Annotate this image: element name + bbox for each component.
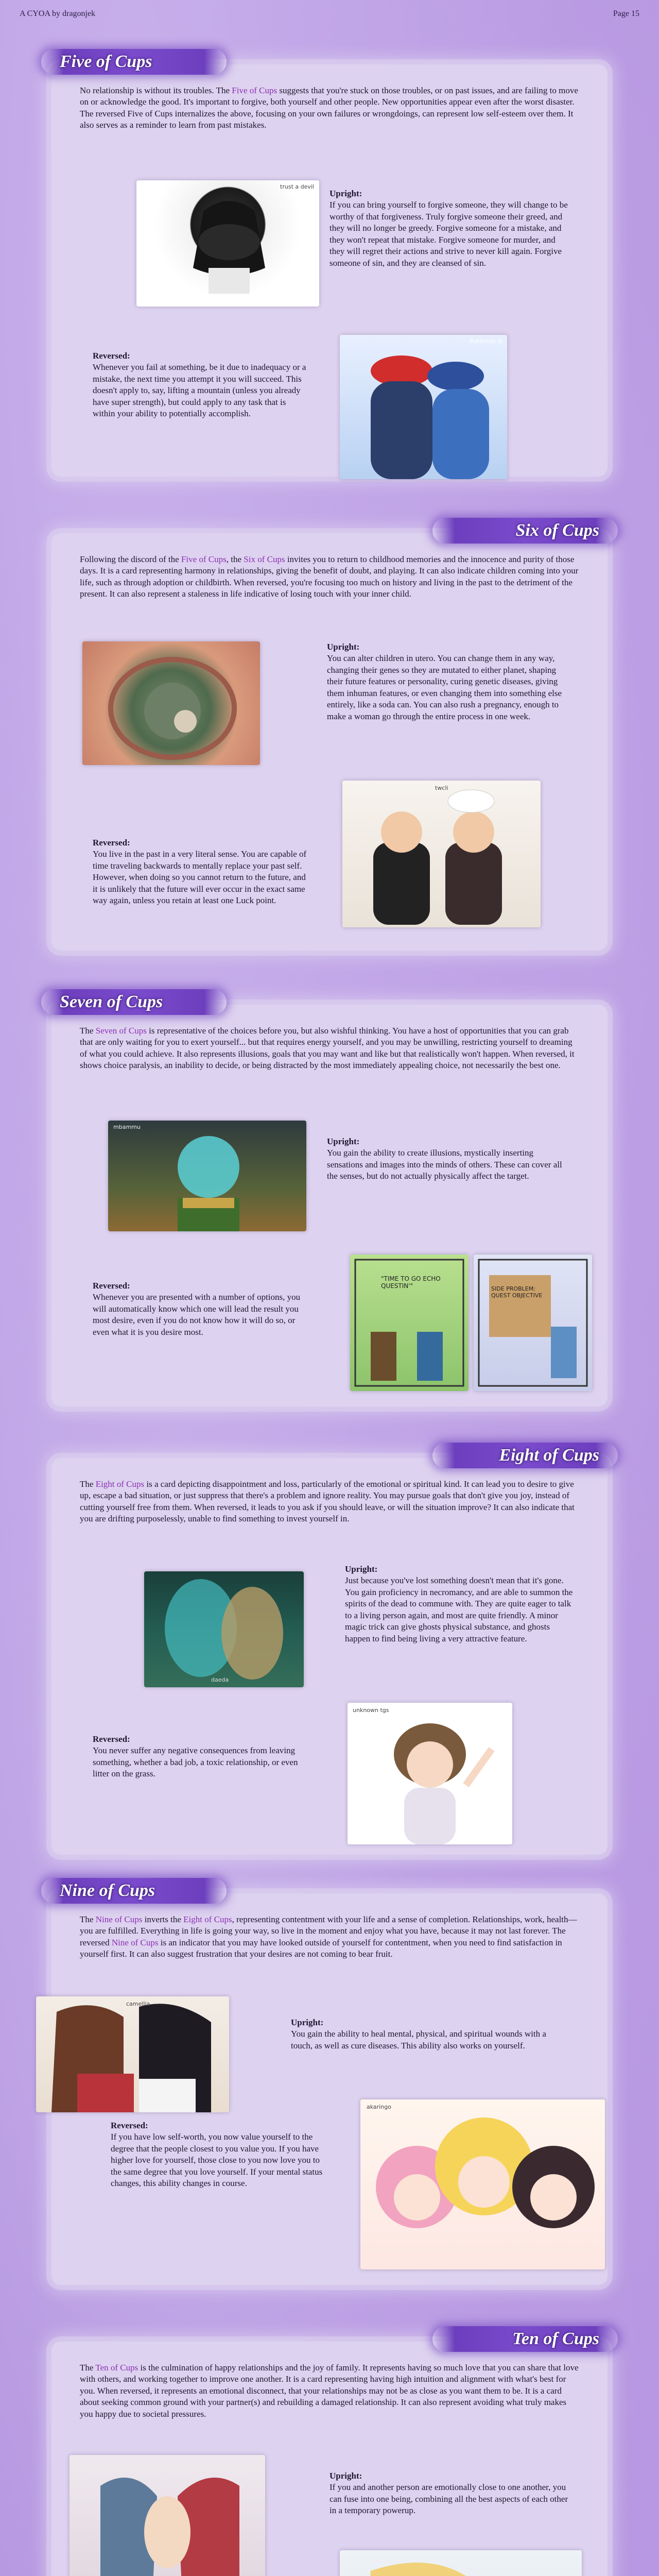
card-name-highlight: Seven of Cups <box>95 1026 147 1036</box>
intro-text: The <box>80 1914 96 1924</box>
art-credit: akaringo <box>367 2104 391 2110</box>
card-illustration <box>136 180 319 307</box>
reversed-description: If you have low self-worth, you now value yourself to the degree that the people closest to you value you. If you have higher love for yourself, those close to you now love you to the same degree that you love yourself. If your mental status changes, this ability changes in course. <box>111 2132 323 2189</box>
card-name-highlight: Six of Cups <box>244 554 285 564</box>
reversed-text <box>111 2120 332 2190</box>
card-illustration <box>144 1571 304 1687</box>
art-credit: Pokémon © <box>470 338 503 345</box>
intro-text: The <box>80 1026 96 1036</box>
art-credit: twcli <box>435 785 448 791</box>
reversed-label: Reversed: <box>93 1734 130 1744</box>
page-header <box>0 0 659 26</box>
upright-text <box>330 188 571 269</box>
three-girls-art <box>360 2099 605 2269</box>
author-credit: A CYOA by dragonjek <box>20 9 96 18</box>
card-illustration <box>70 2455 265 2576</box>
intro-text: is representative of the choices before you, but also wishful thinking. You have a host of opportunities that you can grab that are only waiting for you to exert yourself... but that requires energy yourself, and you may be unwilling, restricting yourself to dreaming of what you could achieve. It also represents illusions, goals that you may want and like but that realistically won't happen. When reversed, it shows choice paralysis, an inability to decide, or being distracted by the most immediately appealing choice, not necessarily the best one. <box>80 1026 575 1071</box>
mysterio-art <box>108 1121 306 1231</box>
waving-girl-art <box>348 1703 512 1844</box>
section-six-of-cups <box>51 521 608 951</box>
blonde-figures-art <box>340 2550 582 2576</box>
upright-description: You can alter children in utero. You can change them in any way, changing their genes so they are mutated to either planet, shaping their future features or personality, curing genetic diseases, giving them inhuman features, or even changing them into something else entirely, like a soda can. You can also rush a pregnancy, enough to make a woman go through the entire process in one week. <box>327 653 562 721</box>
upright-label: Upright: <box>327 1137 360 1146</box>
upright-text <box>327 1136 569 1182</box>
intro-text: suggests that you're stuck on those troubles, or on past issues, and are failing to move on or acknowledge the good. It's important to forgive, both yourself and other people. New opportunities appear even after the worst disaster. The reversed Five of Cups internalizes the above, focusing on your own failures or wrongdoings, can represent low self-esteem over them. It also serves as a reminder to learn from past mistakes. <box>80 86 578 130</box>
section-five-of-cups <box>51 52 608 477</box>
card-illustration <box>348 1703 512 1844</box>
card-illustration <box>360 2099 605 2269</box>
reversed-label: Reversed: <box>93 1281 130 1291</box>
upright-description: If you can bring yourself to forgive someone, they will change to be worthy of that forgiveness. Truly forgive someone their greed, and they will no longer be greedy. Forgive someone for a mistake, and they won't repeat that mistake. Forgive someone for murder, and they will regret their actions and strive to never kill again. Forgive someone of sin, and they are cleansed of sin. <box>330 200 568 268</box>
upright-text <box>327 641 574 722</box>
upright-label: Upright: <box>330 2471 362 2481</box>
intro-text: The <box>80 2363 96 2372</box>
section-intro <box>80 2362 579 2420</box>
card-illustration <box>340 2550 582 2576</box>
section-title: Six of Cups <box>515 521 599 540</box>
card-name-highlight: Ten of Cups <box>95 2363 138 2372</box>
card-illustration <box>36 1996 229 2112</box>
reversed-text <box>93 1734 309 1780</box>
section-title: Ten of Cups <box>512 2329 599 2348</box>
reversed-text <box>93 837 309 907</box>
reversed-description: You live in the past in a very literal sense. You are capable of time traveling backwards to mentally replace your past self. However, when doing so you cannot return to the future, and it is unlikely that the future will ever occur in the exact same way again, unless you retain at least one Luck point. <box>93 849 307 906</box>
reversed-label: Reversed: <box>93 838 130 848</box>
card-illustration <box>108 1121 306 1231</box>
reversed-label: Reversed: <box>93 351 130 361</box>
card-name-highlight: Five of Cups <box>232 86 278 95</box>
reversed-description: You never suffer any negative consequences from leaving something, whether a bad job, a toxic relationship, or even litter on the grass. <box>93 1745 298 1779</box>
upright-text <box>291 2017 548 2052</box>
comic-panel-art <box>474 1255 592 1391</box>
art-credit: trust a devil <box>280 183 314 190</box>
section-title: Seven of Cups <box>60 992 163 1011</box>
section-intro <box>80 1025 579 1072</box>
upright-description: You gain the ability to heal mental, physical, and spiritual wounds with a touch, as well as cure diseases. This ability also works on yourself. <box>291 2029 546 2050</box>
reversed-description: Whenever you fail at something, be it due to inadequacy or a mistake, the next time you attempt it you will succeed. This doesn't apply to, say, lifting a mountain (unless you already have super strength), but could apply to any task that is within your ability to potentially accomplish. <box>93 362 306 419</box>
speech-bubble: "TIME TO GO ECHO QUESTIN'" <box>381 1275 441 1290</box>
section-banner <box>432 1443 618 1468</box>
dark-haired-figure-art <box>136 180 319 307</box>
section-intro <box>80 85 579 131</box>
card-name-highlight: Nine of Cups <box>95 1914 143 1924</box>
intro-text: is the culmination of happy relationships and the joy of family. It represents having so much love that you can share that love with others, and working together to improve one another. It is a card representing having high intuition and alignment with what's best for you. When reversed, it represents an emotional disconnect, that your relationships may not be as close as you want them to be. It is a card about seeking common ground with your partner(s) and rebuilding a damaged relationship. It can also represent avoiding what truly makes you happy due to societal pressures. <box>80 2363 579 2419</box>
art-credit: mbammu <box>113 1124 141 1130</box>
upright-label: Upright: <box>291 2018 324 2027</box>
section-title: Nine of Cups <box>60 1881 155 1900</box>
reversed-text <box>93 1280 309 1338</box>
section-eight-of-cups <box>51 1446 608 1855</box>
intro-text: is a card depicting disappointment and loss, particularly of the emotional or spiritual kind. It can lead you to desire to give up, escape a bad situation, or just suppress that there's a problem and ignore reality. You may pursue goals that don't give you joy, instead of cutting yourself free from them. When reversed, it leads to you ask if you should leave, or will the situation improve? It can also indicate that you are drifting purposelessly, unable to find something to invest yourself in. <box>80 1479 575 1524</box>
intro-text: is an indicator that you may have looked outside of yourself for contentment, when you need to find satisfaction in yourself first. It can also suggest frustration that your desires are not coming to bear fruit. <box>80 1937 562 1959</box>
two-women-art <box>36 1996 229 2112</box>
section-title: Five of Cups <box>60 52 152 71</box>
section-nine-of-cups <box>51 1881 608 2285</box>
section-banner <box>41 989 227 1015</box>
section-title: Eight of Cups <box>499 1446 599 1465</box>
section-intro <box>80 1479 579 1525</box>
two-boys-with-owl-art <box>342 781 541 927</box>
quest-panel-text: SIDE PROBLEM: QUEST OBJECTIVE <box>491 1285 543 1299</box>
upright-label: Upright: <box>345 1564 378 1574</box>
upright-description: Just because you've lost something doesn't mean that it's gone. You gain proficiency in necromancy, and are able to summon the spirits of the dead to commune with. They are quite eager to talk to a living person again, and most are quite friendly. A minor magic trick can give ghosts physical substance, and ghosts happen to find being living a very attractive feature. <box>345 1575 573 1643</box>
section-banner <box>41 49 227 75</box>
section-intro <box>80 554 579 600</box>
section-ten-of-cups <box>51 2329 608 2576</box>
section-banner <box>41 1878 227 1904</box>
card-illustration <box>340 335 507 479</box>
reversed-label: Reversed: <box>111 2121 148 2130</box>
upright-label: Upright: <box>330 189 362 198</box>
art-credit: daeda <box>211 1676 229 1683</box>
womb-illustration-art <box>82 641 260 765</box>
upright-description: You gain the ability to create illusions, mystically inserting sensations and images into the minds of others. These can cover all the senses, but do not actually physically affect the target. <box>327 1148 562 1181</box>
intro-text: invites you to return to childhood memories and the innocence and purity of those days. It is a card representing harmony in relationships, giving the benefit of doubt, and playing. It can also indicate children coming into your life, such as through adoption or childbirth. When reversed, you're focusing too much on history and living in the past to the detriment of the present. It can also represent a staleness in life indicative of losing touch with your inner child. <box>80 554 579 599</box>
upright-text <box>345 1564 574 1645</box>
section-banner <box>432 2326 618 2352</box>
reversed-text <box>93 350 309 420</box>
card-name-highlight: Eight of Cups <box>183 1914 232 1924</box>
card-illustration <box>82 641 260 765</box>
fusion-art <box>70 2455 265 2576</box>
comic-panel <box>474 1255 592 1391</box>
upright-text <box>330 2470 571 2517</box>
page-number: Page 15 <box>613 9 639 18</box>
card-illustration <box>342 781 541 927</box>
card-name-highlight: Nine of Cups <box>111 1937 159 1947</box>
upright-description: If you and another person are emotionally close to one another, you can fuse into one being, combining all the best aspects of each other in a temporary powerup. <box>330 2482 568 2516</box>
card-name-highlight: Five of Cups <box>181 554 227 564</box>
intro-text: Following the discord of the <box>80 554 181 564</box>
intro-text: , representing contentment with your life and a sense of completion. Relationships, work, health—you are fulfilled. Everything in life is going your way, so live in the moment and enjoy what you have, because it may not last forever. The reversed <box>80 1914 577 1947</box>
art-credit: unknown tgs <box>353 1707 389 1714</box>
intro-text: The <box>80 1479 96 1489</box>
intro-text: inverts the <box>142 1914 184 1924</box>
upright-label: Upright: <box>327 642 360 652</box>
section-intro <box>80 1914 579 1960</box>
intro-text: , the <box>226 554 244 564</box>
art-credit: camellia <box>126 2001 150 2007</box>
intro-text: No relationship is without its troubles. The <box>80 86 232 95</box>
section-seven-of-cups <box>51 992 608 1406</box>
comic-panel <box>350 1255 469 1391</box>
card-name-highlight: Eight of Cups <box>95 1479 145 1489</box>
reversed-description: Whenever you are presented with a number of options, you will automatically know which one will lead the result you most desire, even if you do not know how it will do so, or even what it is you desire most. <box>93 1292 301 1337</box>
section-banner <box>432 518 618 544</box>
two-figures-art <box>340 335 507 479</box>
ghost-figures-art <box>144 1571 304 1687</box>
